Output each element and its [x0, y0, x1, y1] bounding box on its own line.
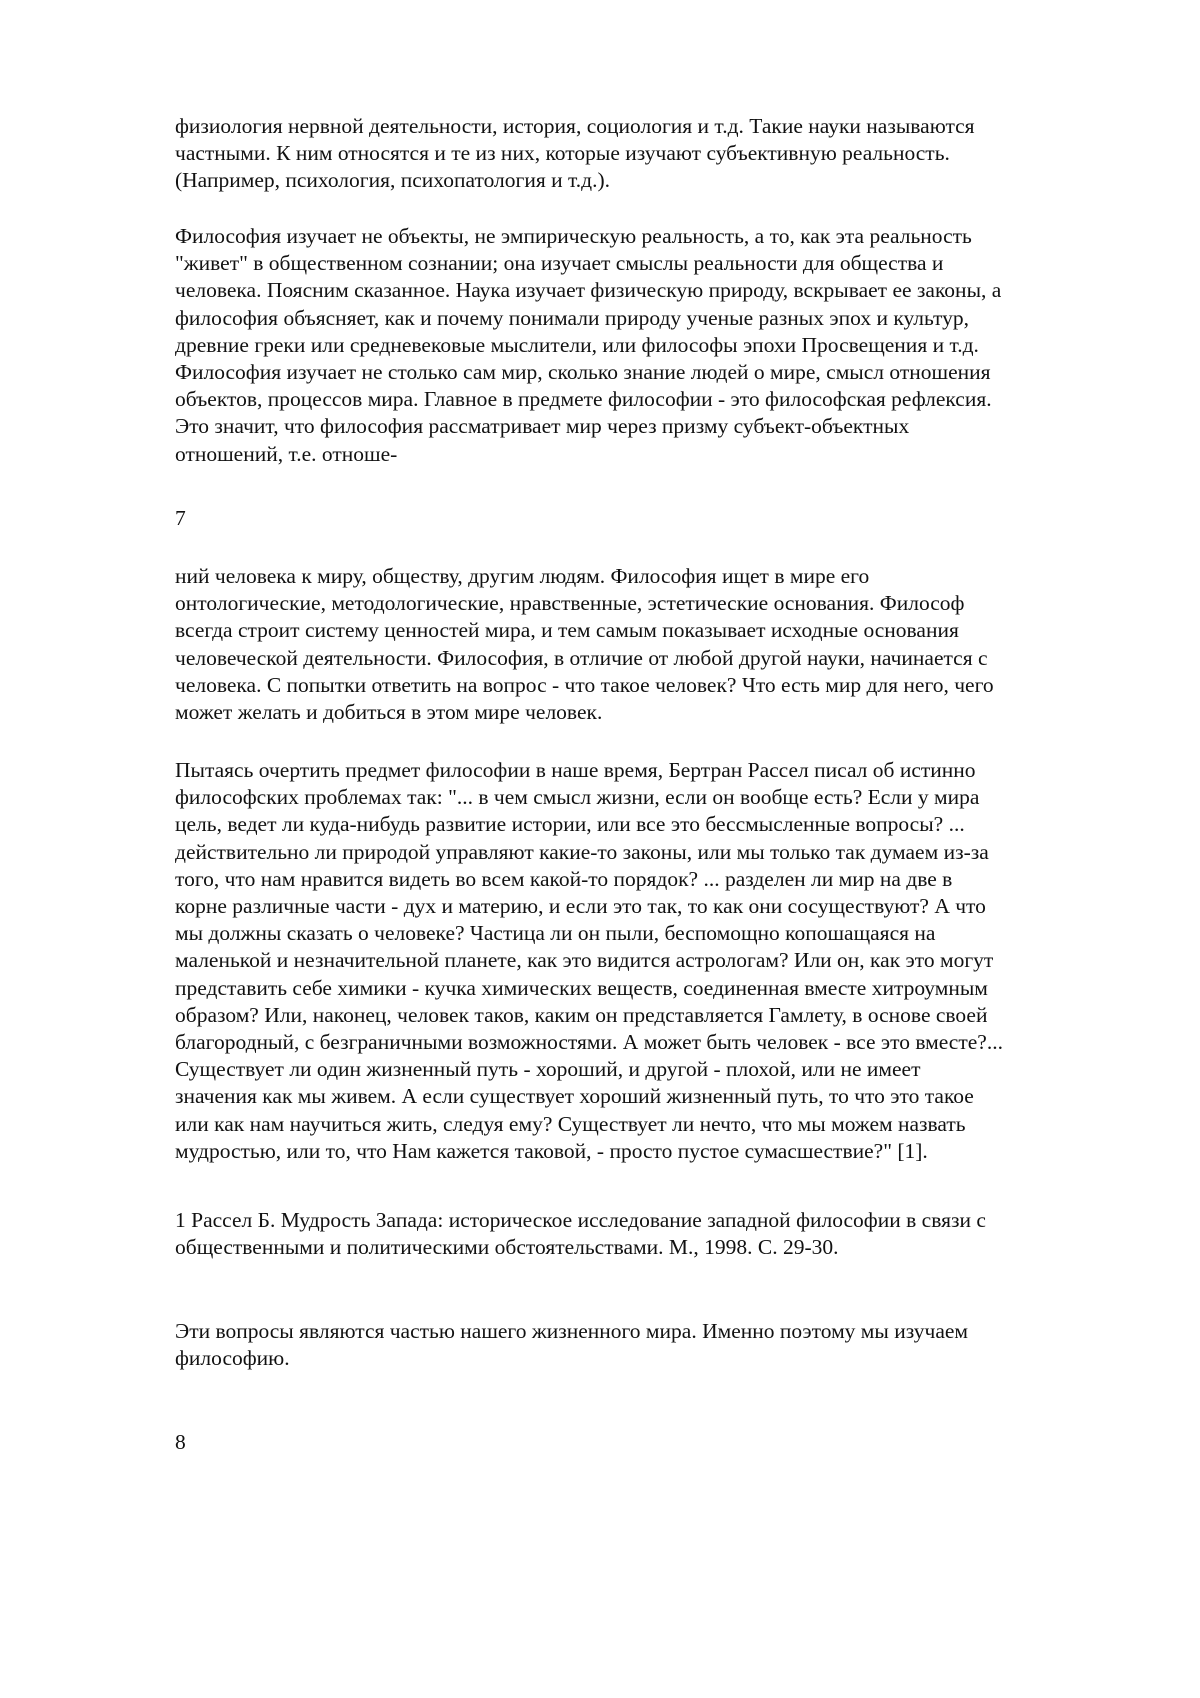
text-line: благородный, с безграничными возможностями. А может быть человек - все это вместе?...	[175, 1030, 1003, 1055]
footnote	[175, 1207, 1115, 1261]
text-line: цель, ведет ли куда-нибудь развитие истории, или все это бессмысленные вопросы? ...	[175, 812, 965, 837]
page-number: 7	[175, 506, 186, 530]
text-line: значения как мы живем. А если существует хороший жизненный путь, то что это такое	[175, 1084, 974, 1109]
paragraph-sciences-continuation	[175, 113, 1115, 195]
text-line: того, что нам нравится видеть во всем какой-то порядок? ... разделен ли мир на две в	[175, 866, 953, 891]
text-line: отношений, т.е. отноше-	[175, 441, 398, 466]
text-line: Это значит, что философия рассматривает мир через призму субъект-объектных	[175, 414, 910, 439]
text-line: или как нам научиться жить, следуя ему? Существует ли нечто, что мы можем назвать	[175, 1111, 966, 1136]
text-line: древние греки или средневековые мыслители, или философы эпохи Просвещения и т.д.	[175, 332, 979, 357]
text-line: человеческой деятельности. Философия, в отличие от любой другой науки, начинается с	[175, 645, 988, 670]
text-line: объектов, процессов мира. Главное в предмете философии - это философская рефлексия.	[175, 387, 992, 412]
text-line: представить себе химики - кучка химических веществ, соединенная вместе хитроумным	[175, 975, 988, 1000]
text-line: человека. С попытки ответить на вопрос - что такое человек? Что есть мир для него, чего	[175, 672, 994, 697]
text-line: 1 Рассел Б. Мудрость Запада: историческое исследование западной философии в связи с	[175, 1208, 986, 1232]
text-line: маленькой и незначительной планете, как это видится астрологам? Или он, как это могут	[175, 948, 994, 973]
text-line: человека. Поясним сказанное. Наука изучает физическую природу, вскрывает ее законы, а	[175, 278, 1002, 303]
text-line: корне различные части - дух и материю, и если это так, то как они сосуществуют? А что	[175, 894, 986, 919]
text-line: Эти вопросы являются частью нашего жизненного мира. Именно поэтому мы изучаем	[175, 1319, 969, 1343]
text-line: философских проблемах так: "... в чем смысл жизни, если он вообще есть? Если у мира	[175, 785, 980, 810]
text-line: Философия изучает не столько сам мир, сколько знание людей о мире, смысл отношения	[175, 360, 991, 385]
text-line: ний человека к миру, обществу, другим людям. Философия ищет в мире его	[175, 564, 870, 588]
text-line: мудростью, или то, что Нам кажется таковой, - просто пустое сумасшествие?" [1].	[175, 1138, 928, 1163]
text-line: действительно ли природой управляют какие-то законы, или мы только так думаем из-за	[175, 839, 989, 864]
text-line: Философия изучает не объекты, не эмпирическую реальность, а то, как эта реальность	[175, 224, 972, 248]
text-line: онтологические, методологические, нравственные, эстетические основания. Философ	[175, 591, 965, 616]
paragraph-philosophy-subject	[175, 223, 1115, 468]
paragraph-human-relations	[175, 563, 1115, 726]
text-line: физиология нервной деятельности, история, социология и т.д. Такие науки называются	[175, 114, 975, 138]
text-line: общественными и политическими обстоятельствами. М., 1998. С. 29-30.	[175, 1235, 839, 1260]
text-line: философию.	[175, 1346, 290, 1371]
text-line: образом? Или, наконец, человек таков, каким он представляется Гамлету, в основе своей	[175, 1002, 988, 1027]
paragraph-russell-quote	[175, 757, 1115, 1165]
text-line: Существует ли один жизненный путь - хороший, и другой - плохой, или не имеет	[175, 1057, 921, 1082]
text-line: Пытаясь очертить предмет философии в наше время, Бертран Рассел писал об истинно	[175, 758, 976, 782]
text-line: частными. К ним относятся и те из них, которые изучают субъективную реальность.	[175, 141, 950, 166]
text-line: может желать и добиться в этом мире человек.	[175, 700, 603, 725]
page-number: 8	[175, 1430, 186, 1454]
text-line: всегда строит систему ценностей мира, и тем самым показывает исходные основания	[175, 618, 959, 643]
paragraph-conclusion	[175, 1318, 1115, 1372]
text-line: (Например, психология, психопатология и т.д.).	[175, 168, 611, 193]
text-line: мы должны сказать о человеке? Частица ли он пыли, беспомощно копошащаяся на	[175, 921, 936, 946]
text-line: "живет" в общественном сознании; она изучает смыслы реальности для общества и	[175, 251, 944, 276]
text-line: философия объясняет, как и почему понимали природу ученые разных эпох и культур,	[175, 305, 969, 330]
